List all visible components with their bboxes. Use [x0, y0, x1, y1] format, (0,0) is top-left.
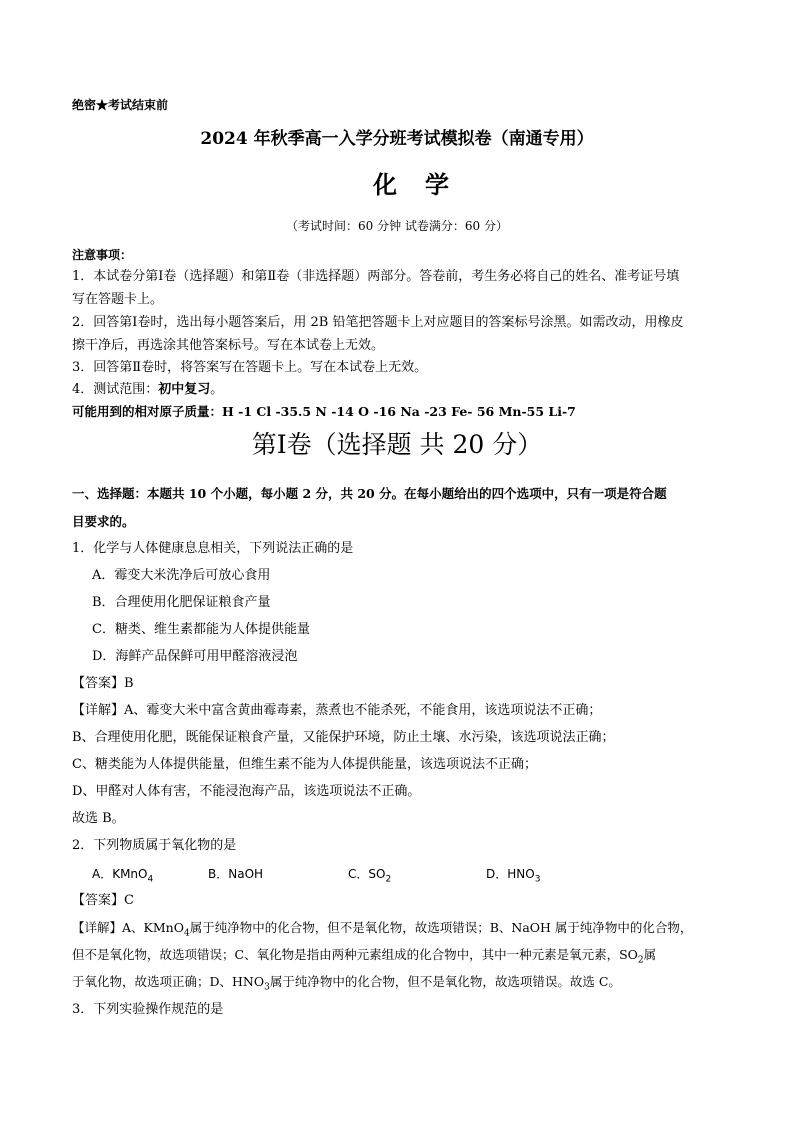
q2-detail-a — [72, 919, 692, 943]
q1-detail-b: B、合理使用化肥，既能保证粮食产量，又能保护环境，防止土壤、水污染，该选项说法正确； — [72, 730, 615, 745]
q2-option-d-sub: 3 — [534, 874, 541, 885]
q2-option-a — [92, 865, 208, 888]
note-item-2b: 擦干净后，再选涂其他答案标号。写在本试卷上无效。 — [72, 338, 385, 353]
q1-option-c: C．糖类、维生素都能为人体提供能量 — [92, 622, 310, 637]
q2-detail-a-1: 【详解】A、KMnO — [72, 920, 184, 935]
q2-detail-c-2: 属于纯净物中的化合物，但不是氧化物，故选项错误。故选 C。 — [269, 974, 621, 989]
q3-stem: 3．下列实验操作规范的是 — [72, 1002, 224, 1017]
q1-option-b: B．合理使用化肥保证粮食产量 — [92, 595, 271, 610]
note-item-4 — [72, 381, 223, 399]
q2-option-d-text: D．HNO — [486, 867, 535, 881]
note-item-3: 3．回答第Ⅱ卷时，将答案写在答题卡上。写在本试卷上无效。 — [72, 360, 428, 375]
q2-detail-c — [72, 973, 621, 997]
q2-stem: 2．下列物质属于氧化物的是 — [72, 838, 237, 853]
q2-option-b: B．NaOH — [208, 867, 264, 881]
note-item-4-prefix: 4．测试范围： — [72, 382, 159, 397]
note-item-1b: 写在答题卡上。 — [72, 292, 164, 307]
q1-detail-a: 【详解】A、霉变大米中富含黄曲霉毒素，蒸煮也不能杀死，不能食用，该选项说法不正确； — [72, 703, 602, 718]
q2-option-c — [348, 865, 486, 888]
exam-title: 2024 年秋季高一入学分班考试模拟卷（南通专用） — [200, 129, 594, 149]
notes-heading: 注意事项： — [72, 248, 133, 262]
q1-conclusion: 故选 B。 — [72, 811, 125, 826]
note-item-1a: 1．本试卷分第Ⅰ卷（选择题）和第Ⅱ卷（非选择题）两部分。答卷前，考生务必将自己的姓名、准考证号填 — [72, 269, 680, 284]
q2-option-c-sub: 2 — [385, 874, 392, 885]
q2-detail-b-2: 属 — [643, 947, 657, 962]
q2-detail-c-1: 于氧化物，故选项正确；D、HNO — [72, 974, 265, 989]
q2-option-d — [486, 865, 540, 888]
note-item-4-suffix: 。 — [210, 382, 224, 397]
q1-detail-c: C、糖类能为人体提供能量，但维生素不能为人体提供能量，该选项说法不正确； — [72, 757, 537, 772]
q1-option-a: A．霉变大米洗净后可放心食用 — [92, 568, 271, 583]
exam-time-info: （考试时间：60 分钟 试卷满分：60 分） — [286, 219, 508, 233]
q2-option-c-text: C．SO — [348, 867, 386, 881]
q1-stem: 1．化学与人体健康息息相关，下列说法正确的是 — [72, 541, 354, 556]
q1-answer: 【答案】B — [72, 676, 134, 691]
q1-detail-d: D、甲醛对人体有害，不能浸泡海产品，该选项说法不正确。 — [72, 784, 421, 799]
confidential-label: 绝密★考试结束前 — [72, 98, 169, 112]
q2-option-a-text: A．KMnO — [92, 867, 148, 881]
q2-detail-a-2: 属于纯净物中的化合物，但不是氧化物，故选项错误；B、NaOH 属于纯净物中的化合物， — [189, 920, 693, 935]
q2-options — [92, 865, 540, 888]
section-1-title: 第Ⅰ卷（选择题 共 20 分） — [251, 430, 543, 459]
q1-option-d: D．海鲜产品保鲜可用甲醛溶液浸泡 — [92, 649, 298, 664]
q2-detail-b-1: 但不是氧化物，故选项错误；C、氧化物是指由两种元素组成的化合物中，其中一种元素是氧元素，SO — [72, 947, 638, 962]
section-1-instructions-a: 一、选择题：本题共 10 个小题，每小题 2 分，共 20 分。在每小题给出的四个选项中，只有一项是符合题 — [72, 486, 667, 501]
q2-option-a-sub: 4 — [147, 874, 154, 885]
q2-detail-b — [72, 946, 656, 970]
q2-detail-c-sub: 3 — [264, 982, 270, 993]
q2-detail-a-sub: 4 — [183, 928, 190, 939]
section-1-instructions-b: 目要求的。 — [72, 514, 135, 529]
note-item-4-scope: 初中复习 — [158, 382, 211, 397]
q2-detail-b-sub: 2 — [637, 955, 644, 966]
q2-answer: 【答案】C — [72, 893, 134, 908]
note-item-2a: 2．回答第Ⅰ卷时，选出每小题答案后，用 2B 铅笔把答题卡上对应题目的答案标号涂黑。如需改动，用橡皮 — [72, 315, 684, 330]
subject-title: 化学 — [373, 170, 477, 199]
atomic-masses: 可能用到的相对原子质量：H -1 Cl -35.5 N -14 O -16 Na -23 Fe- 56 Mn-55 Li-7 — [72, 404, 576, 419]
